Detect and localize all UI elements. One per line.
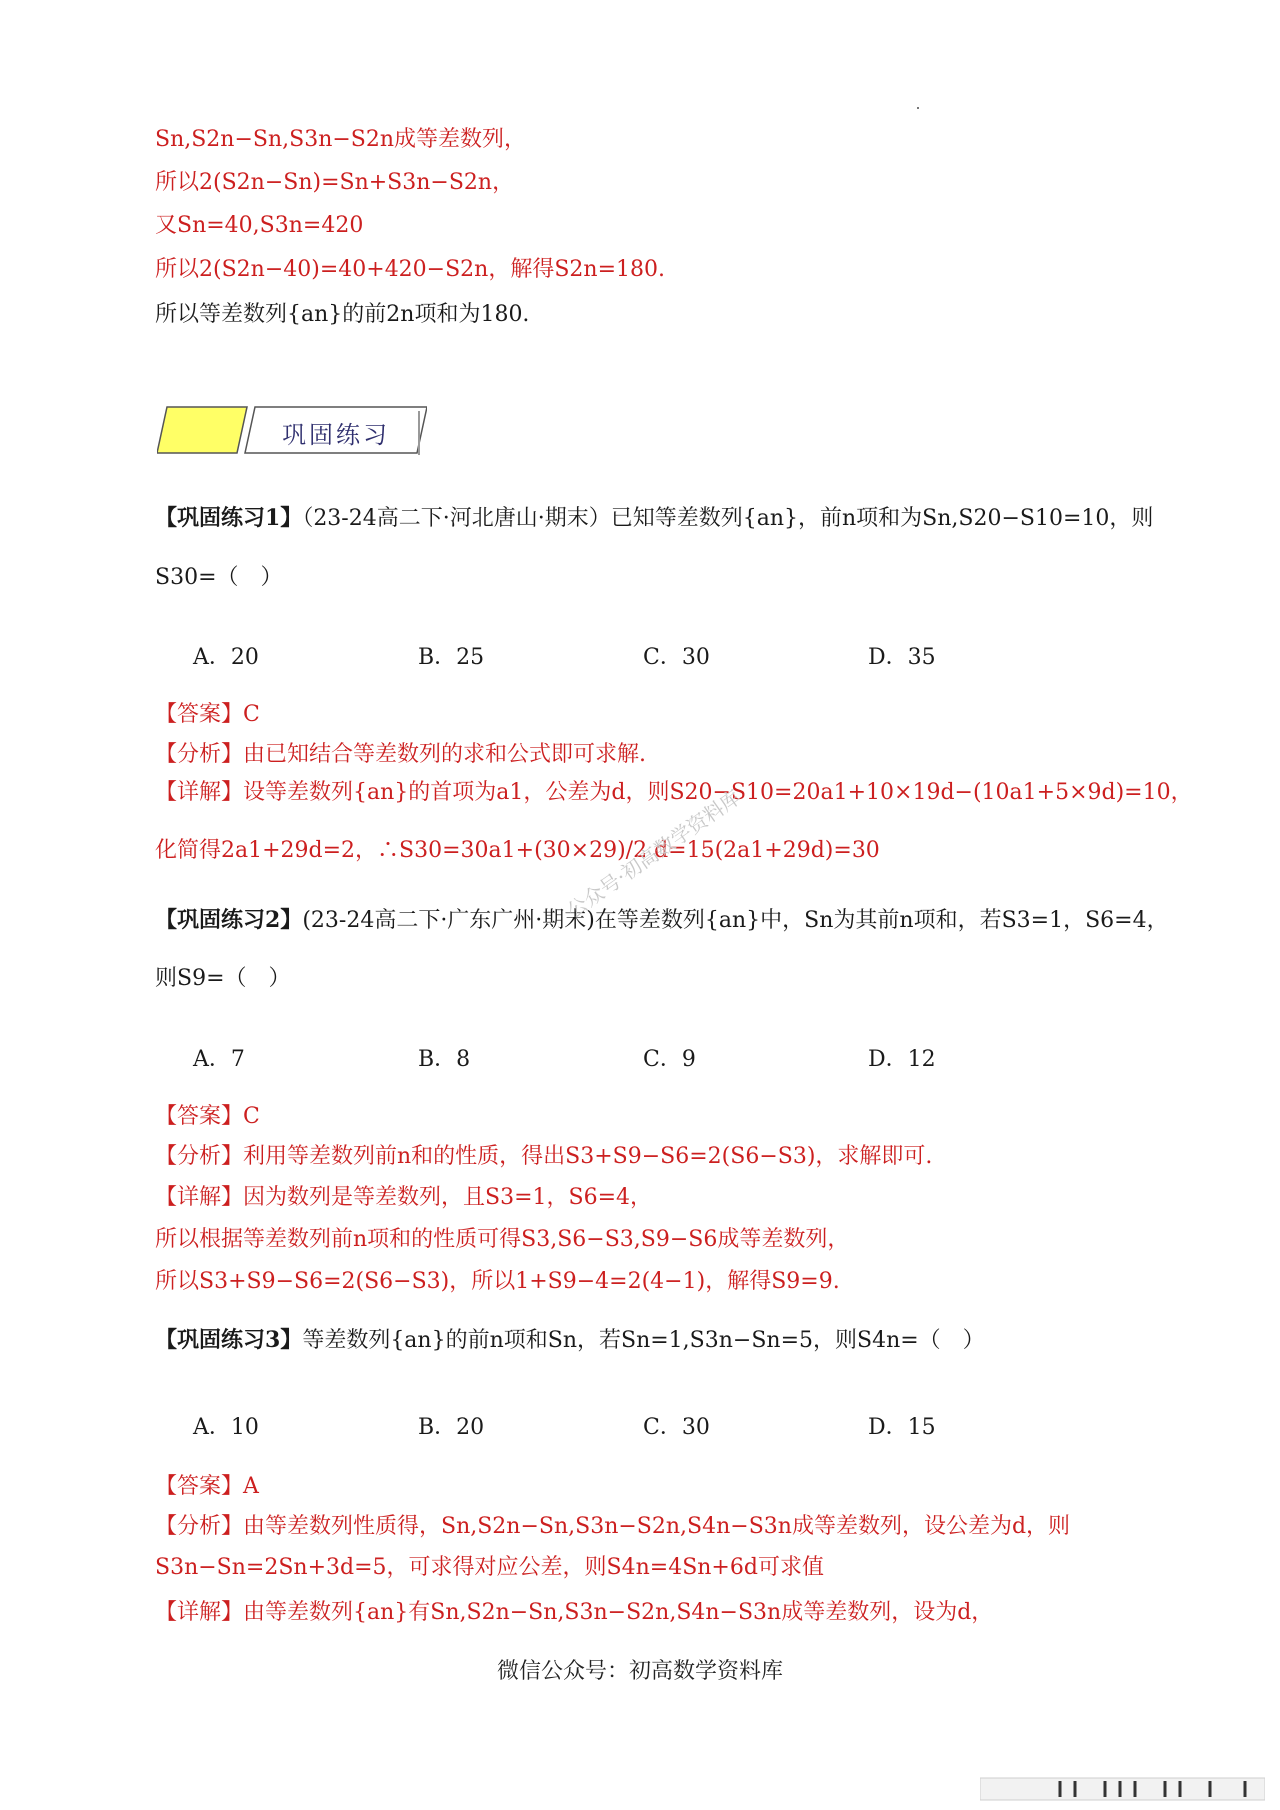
- analysis: S3n−Sn=2Sn+3d=5，可求得对应公差，则S4n=4Sn+6d可求值: [155, 1555, 824, 1580]
- detail: 所以根据等差数列前n项和的性质可得S3,S6−S3,S9−S6成等差数列，: [155, 1227, 850, 1252]
- option: D．35: [868, 645, 936, 670]
- exercise-stem-cont: 则S9=（ ）: [155, 966, 291, 991]
- exercise-stem: (23-24高二下·广东广州·期末)在等差数列{an}中，Sn为其前n项和，若S3=1，S6=4，: [302, 908, 1169, 933]
- option: B．20: [418, 1415, 485, 1440]
- detail: 化简得2a1+29d=2，∴S30=30a1+(30×29)/2 d=15(2a1+29d)=30: [155, 838, 880, 863]
- analysis: 【分析】由等差数列性质得，Sn,S2n−Sn,S3n−S2n,S4n−S3n成等差数列，设公差为d，则: [155, 1514, 1071, 1539]
- exercise-2-stem: [155, 905, 1220, 936]
- detail: 【详解】因为数列是等差数列，且S3=1，S6=4，: [155, 1185, 652, 1210]
- exercise-3-options: [193, 1410, 1093, 1441]
- exercise-1-stem: [155, 503, 1220, 534]
- stray-dot: [917, 107, 919, 109]
- option: A．10: [193, 1415, 259, 1440]
- option: C．30: [643, 645, 710, 670]
- answer: 【答案】C: [155, 1104, 260, 1129]
- text-line: 所以2(S2n−40)=40+420−S2n，解得S2n=180.: [155, 257, 666, 282]
- option: D．12: [868, 1047, 936, 1072]
- detail: 【详解】由等差数列{an}有Sn,S2n−Sn,S3n−S2n,S4n−S3n成等差数列，设为d，: [155, 1600, 994, 1625]
- text-line: 所以2(S2n−Sn)=Sn+S3n−S2n，: [155, 170, 515, 195]
- watermark: 公众号·初高数学资料库: [562, 784, 746, 923]
- detail: 【详解】设等差数列{an}的首项为a1，公差为d，则S20−S10=20a1+10×19d−(10a1+5×9d)=10，: [155, 780, 1193, 805]
- text-line: 又Sn=40,S3n=420: [155, 213, 364, 238]
- option: C．9: [643, 1047, 696, 1072]
- exercise-1-options: [193, 640, 1093, 671]
- page-footer: 微信公众号：初高数学资料库: [496, 1659, 783, 1684]
- detail: 所以S3+S9−S6=2(S6−S3)，所以1+S9−4=2(4−1)，解得S9=9.: [155, 1269, 840, 1294]
- answer: 【答案】A: [155, 1474, 259, 1499]
- exercise-3-stem: [155, 1325, 1220, 1356]
- exercise-label: 【巩固练习3】: [155, 1327, 303, 1353]
- option: A．20: [193, 645, 259, 670]
- scroll-handle-icon[interactable]: [980, 1775, 1265, 1803]
- option: C．30: [643, 1415, 710, 1440]
- answer: 【答案】C: [155, 702, 260, 727]
- exercise-stem: 等差数列{an}的前n项和Sn，若Sn=1,S3n−Sn=5，则S4n=（ ）: [302, 1328, 985, 1353]
- exercise-label: 【巩固练习2】: [155, 907, 303, 933]
- text-line: Sn,S2n−Sn,S3n−S2n成等差数列，: [155, 127, 527, 152]
- option: B．8: [418, 1047, 471, 1072]
- exercise-stem: （23-24高二下·河北唐山·期末）已知等差数列{an}，前n项和为Sn,S20−S10=10，则: [302, 506, 1154, 531]
- analysis: 【分析】由已知结合等差数列的求和公式即可求解.: [155, 742, 646, 767]
- section-title: 巩固练习: [282, 421, 390, 449]
- analysis: 【分析】利用等差数列前n和的性质，得出S3+S9−S6=2(S6−S3)，求解即可.: [155, 1144, 933, 1169]
- option: A．7: [193, 1047, 245, 1072]
- text-line: 所以等差数列{an}的前2n项和为180.: [155, 302, 530, 327]
- exercise-stem-cont: S30=（ ）: [155, 565, 283, 590]
- exercise-label: 【巩固练习1】: [155, 505, 303, 531]
- exercise-2-options: [193, 1042, 1093, 1073]
- option: D．15: [868, 1415, 936, 1440]
- option: B．25: [418, 645, 485, 670]
